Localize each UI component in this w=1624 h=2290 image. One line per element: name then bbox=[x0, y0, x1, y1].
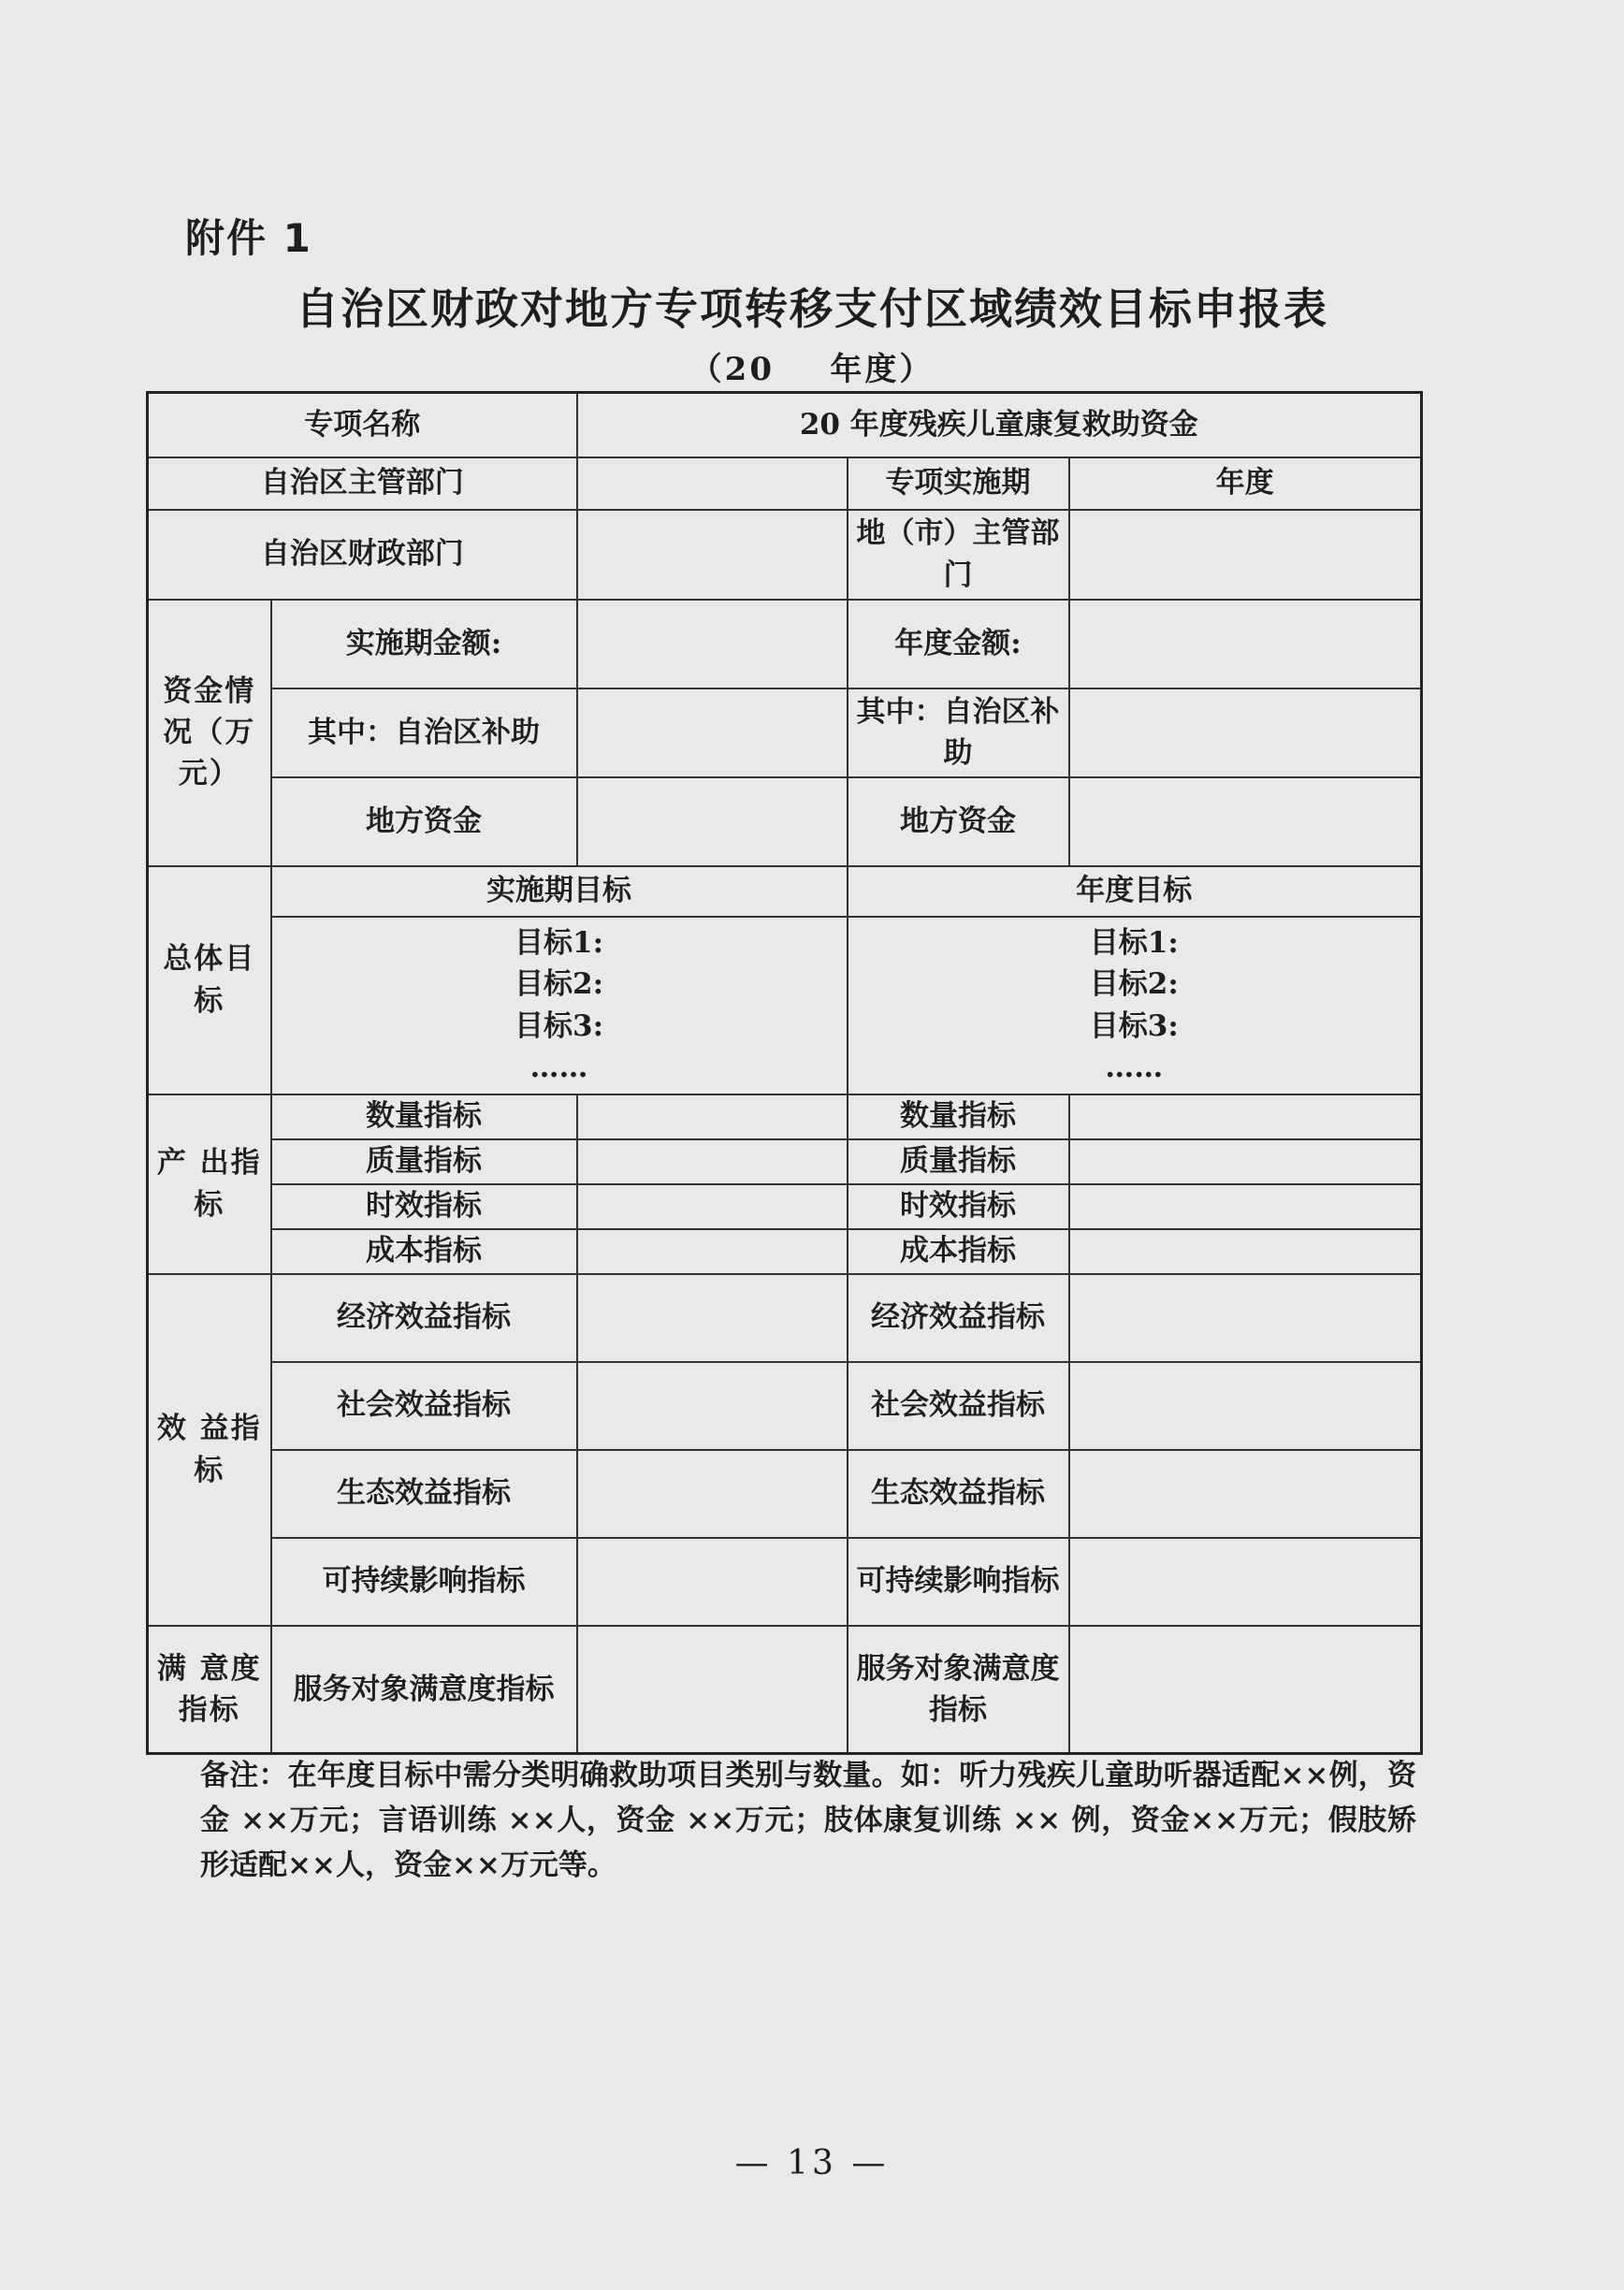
period-value[interactable]: 年度 bbox=[1069, 457, 1422, 510]
annual-cost-value[interactable] bbox=[1069, 1229, 1422, 1274]
local-dept-label: 地（市）主管部门 bbox=[848, 510, 1069, 600]
goal-item: 目标1: bbox=[515, 926, 604, 961]
goal-item: …… bbox=[529, 1050, 588, 1084]
sustainable-value[interactable] bbox=[577, 1538, 848, 1626]
service-satisfaction-label: 服务对象满意度指标 bbox=[271, 1626, 577, 1754]
social-value[interactable] bbox=[577, 1362, 848, 1450]
goal-item: 目标2: bbox=[1089, 967, 1179, 1002]
remarks-text: 备注：在年度目标中需分类明确救助项目类别与数量。如：听力残疾儿童助听器适配××例，资金 ××万元；言语训练 ××人，资金 ××万元；肢体康复训练 ×× 例，资金××万元；假肢矫形适配××人，资金××万元等。 bbox=[200, 1759, 1416, 1882]
sustainable-label: 可持续影响指标 bbox=[271, 1538, 577, 1626]
page-number: — 13 — bbox=[734, 2144, 890, 2182]
quality-value[interactable] bbox=[577, 1139, 848, 1184]
cost-value[interactable] bbox=[577, 1229, 848, 1274]
region-subsidy-value[interactable] bbox=[577, 688, 848, 777]
annual-social-label: 社会效益指标 bbox=[848, 1362, 1069, 1450]
annual-region-subsidy-value[interactable] bbox=[1069, 688, 1422, 777]
benefit-indicators-label: 效 益指标 bbox=[148, 1274, 271, 1626]
social-label: 社会效益指标 bbox=[271, 1362, 577, 1450]
annual-quality-label: 质量指标 bbox=[848, 1139, 1069, 1184]
dept-value[interactable] bbox=[577, 457, 848, 510]
local-fund-value[interactable] bbox=[577, 777, 848, 866]
annual-timeliness-label: 时效指标 bbox=[848, 1184, 1069, 1229]
goal-item: 目标3: bbox=[515, 1008, 604, 1043]
overall-goals-label: 总体目标 bbox=[148, 866, 271, 1094]
quality-label: 质量指标 bbox=[271, 1139, 577, 1184]
annual-ecological-value[interactable] bbox=[1069, 1450, 1422, 1538]
target-form-table bbox=[146, 391, 1423, 1755]
economic-label: 经济效益指标 bbox=[271, 1274, 577, 1362]
form-title: 自治区财政对地方专项转移支付区域绩效目标申报表 bbox=[296, 283, 1328, 334]
project-name-label: 专项名称 bbox=[148, 393, 577, 457]
annual-quality-value[interactable] bbox=[1069, 1139, 1422, 1184]
project-name-value: 20 年度残疾儿童康复救助资金 bbox=[577, 393, 1422, 457]
region-subsidy-label: 其中：自治区补助 bbox=[271, 688, 577, 777]
annual-amount-value[interactable] bbox=[1069, 600, 1422, 688]
annual-cost-label: 成本指标 bbox=[848, 1229, 1069, 1274]
quantity-label: 数量指标 bbox=[271, 1094, 577, 1139]
ecological-value[interactable] bbox=[577, 1450, 848, 1538]
ecological-label: 生态效益指标 bbox=[271, 1450, 577, 1538]
annual-service-satisfaction-label: 服务对象满意度指标 bbox=[848, 1626, 1069, 1754]
timeliness-value[interactable] bbox=[577, 1184, 848, 1229]
goal-item: …… bbox=[1105, 1050, 1164, 1084]
annual-local-fund-label: 地方资金 bbox=[848, 777, 1069, 866]
satisfaction-indicators-label: 满 意度 指标 bbox=[148, 1626, 271, 1754]
goal-item: 目标3: bbox=[1089, 1008, 1179, 1043]
timeliness-label: 时效指标 bbox=[271, 1184, 577, 1229]
attachment-label: 附件 1 bbox=[185, 215, 312, 261]
economic-value[interactable] bbox=[577, 1274, 848, 1362]
impl-amount-label: 实施期金额: bbox=[271, 600, 577, 688]
service-satisfaction-value[interactable] bbox=[577, 1626, 848, 1754]
impl-goals-list[interactable] bbox=[271, 917, 848, 1094]
annual-quantity-value[interactable] bbox=[1069, 1094, 1422, 1139]
annual-ecological-label: 生态效益指标 bbox=[848, 1450, 1069, 1538]
cost-label: 成本指标 bbox=[271, 1229, 577, 1274]
annual-service-satisfaction-value[interactable] bbox=[1069, 1626, 1422, 1754]
finance-dept-label: 自治区财政部门 bbox=[148, 510, 577, 600]
fund-section-label: 资金情况（万元） bbox=[148, 600, 271, 866]
annual-social-value[interactable] bbox=[1069, 1362, 1422, 1450]
annual-timeliness-value[interactable] bbox=[1069, 1184, 1422, 1229]
quantity-value[interactable] bbox=[577, 1094, 848, 1139]
impl-amount-value[interactable] bbox=[577, 600, 848, 688]
annual-goals-header: 年度目标 bbox=[848, 866, 1422, 917]
annual-region-subsidy-label: 其中：自治区补助 bbox=[848, 688, 1069, 777]
finance-dept-value[interactable] bbox=[577, 510, 848, 600]
annual-local-fund-value[interactable] bbox=[1069, 777, 1422, 866]
annual-amount-label: 年度金额: bbox=[848, 600, 1069, 688]
remarks-note bbox=[200, 1753, 1416, 1888]
period-label: 专项实施期 bbox=[848, 457, 1069, 510]
form-year: （20 年度） bbox=[689, 351, 935, 388]
annual-economic-value[interactable] bbox=[1069, 1274, 1422, 1362]
annual-goals-list[interactable] bbox=[848, 917, 1422, 1094]
annual-quantity-label: 数量指标 bbox=[848, 1094, 1069, 1139]
annual-economic-label: 经济效益指标 bbox=[848, 1274, 1069, 1362]
goal-item: 目标2: bbox=[515, 967, 604, 1002]
annual-sustainable-label: 可持续影响指标 bbox=[848, 1538, 1069, 1626]
dept-label: 自治区主管部门 bbox=[148, 457, 577, 510]
output-indicators-label: 产 出指标 bbox=[148, 1094, 271, 1274]
local-dept-value[interactable] bbox=[1069, 510, 1422, 600]
goal-item: 目标1: bbox=[1089, 926, 1179, 961]
local-fund-label: 地方资金 bbox=[271, 777, 577, 866]
annual-sustainable-value[interactable] bbox=[1069, 1538, 1422, 1626]
impl-goals-header: 实施期目标 bbox=[271, 866, 848, 917]
